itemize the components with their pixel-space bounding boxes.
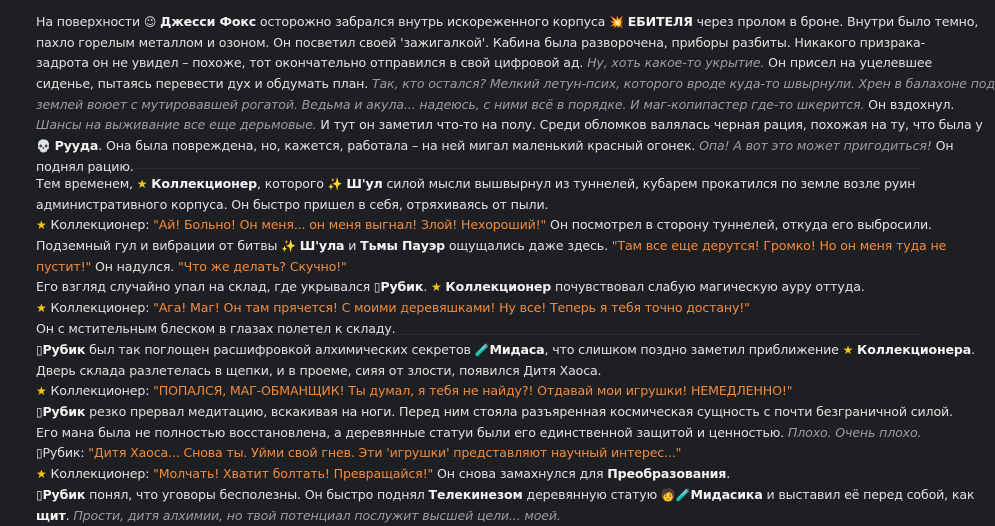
text-line — [36, 12, 920, 33]
text-line — [36, 33, 920, 54]
text-span: был так поглощен расшифровкой алхимических секретов — [85, 342, 474, 357]
text-span: Коллекционер: — [47, 217, 154, 232]
text-span: Коллекционер: — [47, 466, 154, 481]
text-line — [36, 195, 920, 216]
text-span: силой мысли вышвырнул из туннелей, кубарем прокатился по земле возле руин — [383, 176, 916, 191]
text-line — [36, 257, 920, 278]
text-span: Он посмотрел в сторону туннелей, откуда его выбросили. — [546, 217, 932, 232]
text-span: Он присел на уцелевшее — [764, 55, 932, 70]
text-span: деревянную статую — [523, 487, 661, 502]
bold-name: Тьмы Пауэр — [360, 238, 445, 253]
text-span: На поверхности — [36, 14, 144, 29]
bold-name: Коллекционер — [151, 176, 257, 191]
text-line — [36, 402, 920, 423]
bold-name: Мидасика — [691, 487, 763, 502]
text-line — [36, 215, 920, 236]
star-icon: ★ — [137, 177, 148, 191]
bold-name: Рубик — [42, 342, 85, 357]
missing-glyph-icon: ▯ — [36, 405, 42, 419]
bold-name: Рууда — [55, 138, 99, 153]
text-line — [36, 485, 920, 506]
text-span: . — [971, 342, 975, 357]
thought-italic: Ну, хоть какое-то укрытие. — [587, 55, 764, 70]
winking-face-icon: 😉 — [144, 15, 156, 29]
text-line — [36, 464, 920, 485]
text-span: резко прервал медитацию, вскакивая на ноги. Перед ним стояла разъяренная космическая сущность с почти безграничной силой. — [85, 404, 953, 419]
text-span: поднял рацию. — [36, 159, 134, 174]
text-span: Тем временем, — [36, 176, 137, 191]
bold-name: Рубик — [42, 404, 85, 419]
text-line — [36, 74, 920, 95]
text-line — [36, 115, 920, 136]
text-span: . — [423, 279, 431, 294]
bold-name: Ш'ула — [300, 238, 345, 253]
text-line — [36, 506, 920, 526]
sparkles-icon: ✨ — [281, 239, 296, 253]
text-span: Он надулся. — [91, 259, 178, 274]
star-icon: ★ — [36, 384, 47, 398]
story-message-3 — [36, 340, 920, 526]
text-span: Дверь склада разлетелась в щепки, и в проеме, сияя от злости, появился Дитя Хаоса. — [36, 363, 601, 378]
star-icon: ★ — [36, 301, 47, 315]
text-line — [36, 174, 920, 195]
text-line — [36, 443, 920, 464]
text-line — [36, 340, 920, 361]
dialogue-quote: "Ай! Больно! Он меня... он меня выгнал! Злой! Нехороший!" — [153, 217, 546, 232]
star-icon: ★ — [36, 218, 47, 232]
text-span: Его мана была не полностью восстановлена, а деревянные статуи были его единственной защитой и ценностью. — [36, 425, 788, 440]
text-line — [36, 298, 920, 319]
bold-name: Мидаса — [489, 342, 544, 357]
text-line — [36, 53, 920, 74]
text-span: Подземный гул и вибрации от битвы — [36, 238, 281, 253]
text-span: и — [344, 238, 360, 253]
skull-icon: 💀 — [36, 139, 51, 153]
text-line — [36, 319, 920, 340]
text-span: пахло горелым металлом и озоном. Он посветил своей 'зажигалкой'. Кабина была разворочена, приборы разбиты. Никакого призрака- — [36, 35, 925, 50]
text-span: понял, что уговоры бесполезны. Он быстро поднял — [85, 487, 428, 502]
star-icon: ★ — [36, 467, 47, 481]
text-line — [36, 277, 920, 298]
bold-name: Ш'ул — [346, 176, 382, 191]
text-span: Он снова замахнулся для — [433, 466, 607, 481]
text-span: , что слишком поздно заметил приближение — [545, 342, 843, 357]
bold-name: Преобразования — [607, 466, 726, 481]
dialogue-quote: "Ага! Маг! Он там прячется! С моими деревяшками! Ну все! Теперь я тебя точно достану!" — [153, 300, 750, 315]
text-span: Рубик: — [42, 445, 88, 460]
dialogue-quote: пустит!" — [36, 259, 91, 274]
text-span: . — [66, 508, 74, 523]
text-span: административного корпуса. Он быстро пришел в себя, отряхиваясь от пыли. — [36, 197, 548, 212]
dialogue-quote: "ПОПАЛСЯ, МАГ-ОБМАНЩИК! Ты думал, я тебя не найду?! Отдавай мои игрушки! НЕМЕДЛЕННО!" — [153, 383, 792, 398]
bold-name: ЕБИТЕЛЯ — [628, 14, 693, 29]
thought-italic: Шансы на выживание все еще дерьмовые. — [36, 117, 317, 132]
text-span: . — [726, 466, 730, 481]
text-span: Его взгляд случайно упал на склад, где укрывался — [36, 279, 374, 294]
potion-icon: 🧪 — [475, 343, 490, 357]
bold-name: Рубик — [42, 487, 85, 502]
bold-name: щит — [36, 508, 66, 523]
star-icon: ★ — [843, 343, 854, 357]
explosion-icon: 💥 — [609, 15, 624, 29]
text-span: Коллекционер: — [47, 383, 154, 398]
bold-name: Рубик — [380, 279, 423, 294]
dialogue-quote: "Молчать! Хватит болтать! Превращайся!" — [153, 466, 433, 481]
text-line — [36, 136, 920, 157]
bold-name: Коллекционер — [445, 279, 551, 294]
thought-italic: Так, кто остался? Мелкий летун-псих, которого вроде куда-то швырнули. Хрен в балахоне под — [372, 76, 995, 91]
story-message-1 — [36, 12, 920, 178]
text-span: , которого — [257, 176, 328, 191]
text-span: и выставил её перед собой, как — [763, 487, 975, 502]
text-span: почувствовал слабую магическую ауру оттуда. — [551, 279, 864, 294]
thought-italic: землей воюет с мутировавшей рогатой. Ведьма и акула... надеюсь, с ними всё в порядке. И маг-копипастер где-то шкерится. — [36, 97, 864, 112]
bold-name: Коллекционера — [857, 342, 971, 357]
alchemist-icon: 🧑🧪 — [661, 488, 691, 502]
dialogue-quote: "Там все еще дерутся! Громко! Но он меня туда не — [612, 238, 946, 253]
text-line — [36, 95, 920, 116]
text-span: задрота он не увидел – похоже, тот окончательно отправился в свой цифровой ад. — [36, 55, 587, 70]
text-line — [36, 361, 920, 382]
text-line — [36, 381, 920, 402]
text-span: осторожно забрался внутрь искореженного корпуса — [256, 14, 609, 29]
thought-italic: Плохо. Очень плохо. — [788, 425, 921, 440]
text-span: Он вздохнул. — [864, 97, 954, 112]
text-span: ощущались даже здесь. — [445, 238, 612, 253]
text-span: . Она была повреждена, но, кажется, работала – на ней мигал маленький красный огонек. — [98, 138, 699, 153]
thought-italic: Прости, дитя алхимии, но твой потенциал послужит высшей цели... моей. — [73, 508, 560, 523]
text-span: Он — [932, 138, 954, 153]
missing-glyph-icon: ▯ — [374, 280, 380, 294]
thought-italic: Опа! А вот это может пригодиться! — [699, 138, 932, 153]
bold-name: Телекинезом — [429, 487, 523, 502]
missing-glyph-icon: ▯ — [36, 446, 42, 460]
missing-glyph-icon: ▯ — [36, 488, 42, 502]
story-message-2 — [36, 174, 920, 340]
text-span: Коллекционер: — [47, 300, 154, 315]
dialogue-quote: "Что же делать? Скучно!" — [178, 259, 347, 274]
text-span: Он с мстительным блеском в глазах полетел к складу. — [36, 321, 396, 336]
star-icon: ★ — [431, 280, 442, 294]
text-line — [36, 236, 920, 257]
text-line — [36, 423, 920, 444]
bold-name: Джесси Фокс — [160, 14, 256, 29]
missing-glyph-icon: ▯ — [36, 343, 42, 357]
text-span: И тут он заметил что-то на полу. Среди обломков валялась черная рация, похожая на ту, что была у — [317, 117, 983, 132]
sparkles-icon: ✨ — [328, 177, 343, 191]
text-span: сиденье, пытаясь перевести дух и обдумать план. — [36, 76, 372, 91]
dialogue-quote: "Дитя Хаоса... Снова ты. Уйми свой гнев. Эти 'игрушки' представляют научный интерес..." — [88, 445, 681, 460]
text-span: через пролом в броне. Внутри было темно, — [693, 14, 978, 29]
